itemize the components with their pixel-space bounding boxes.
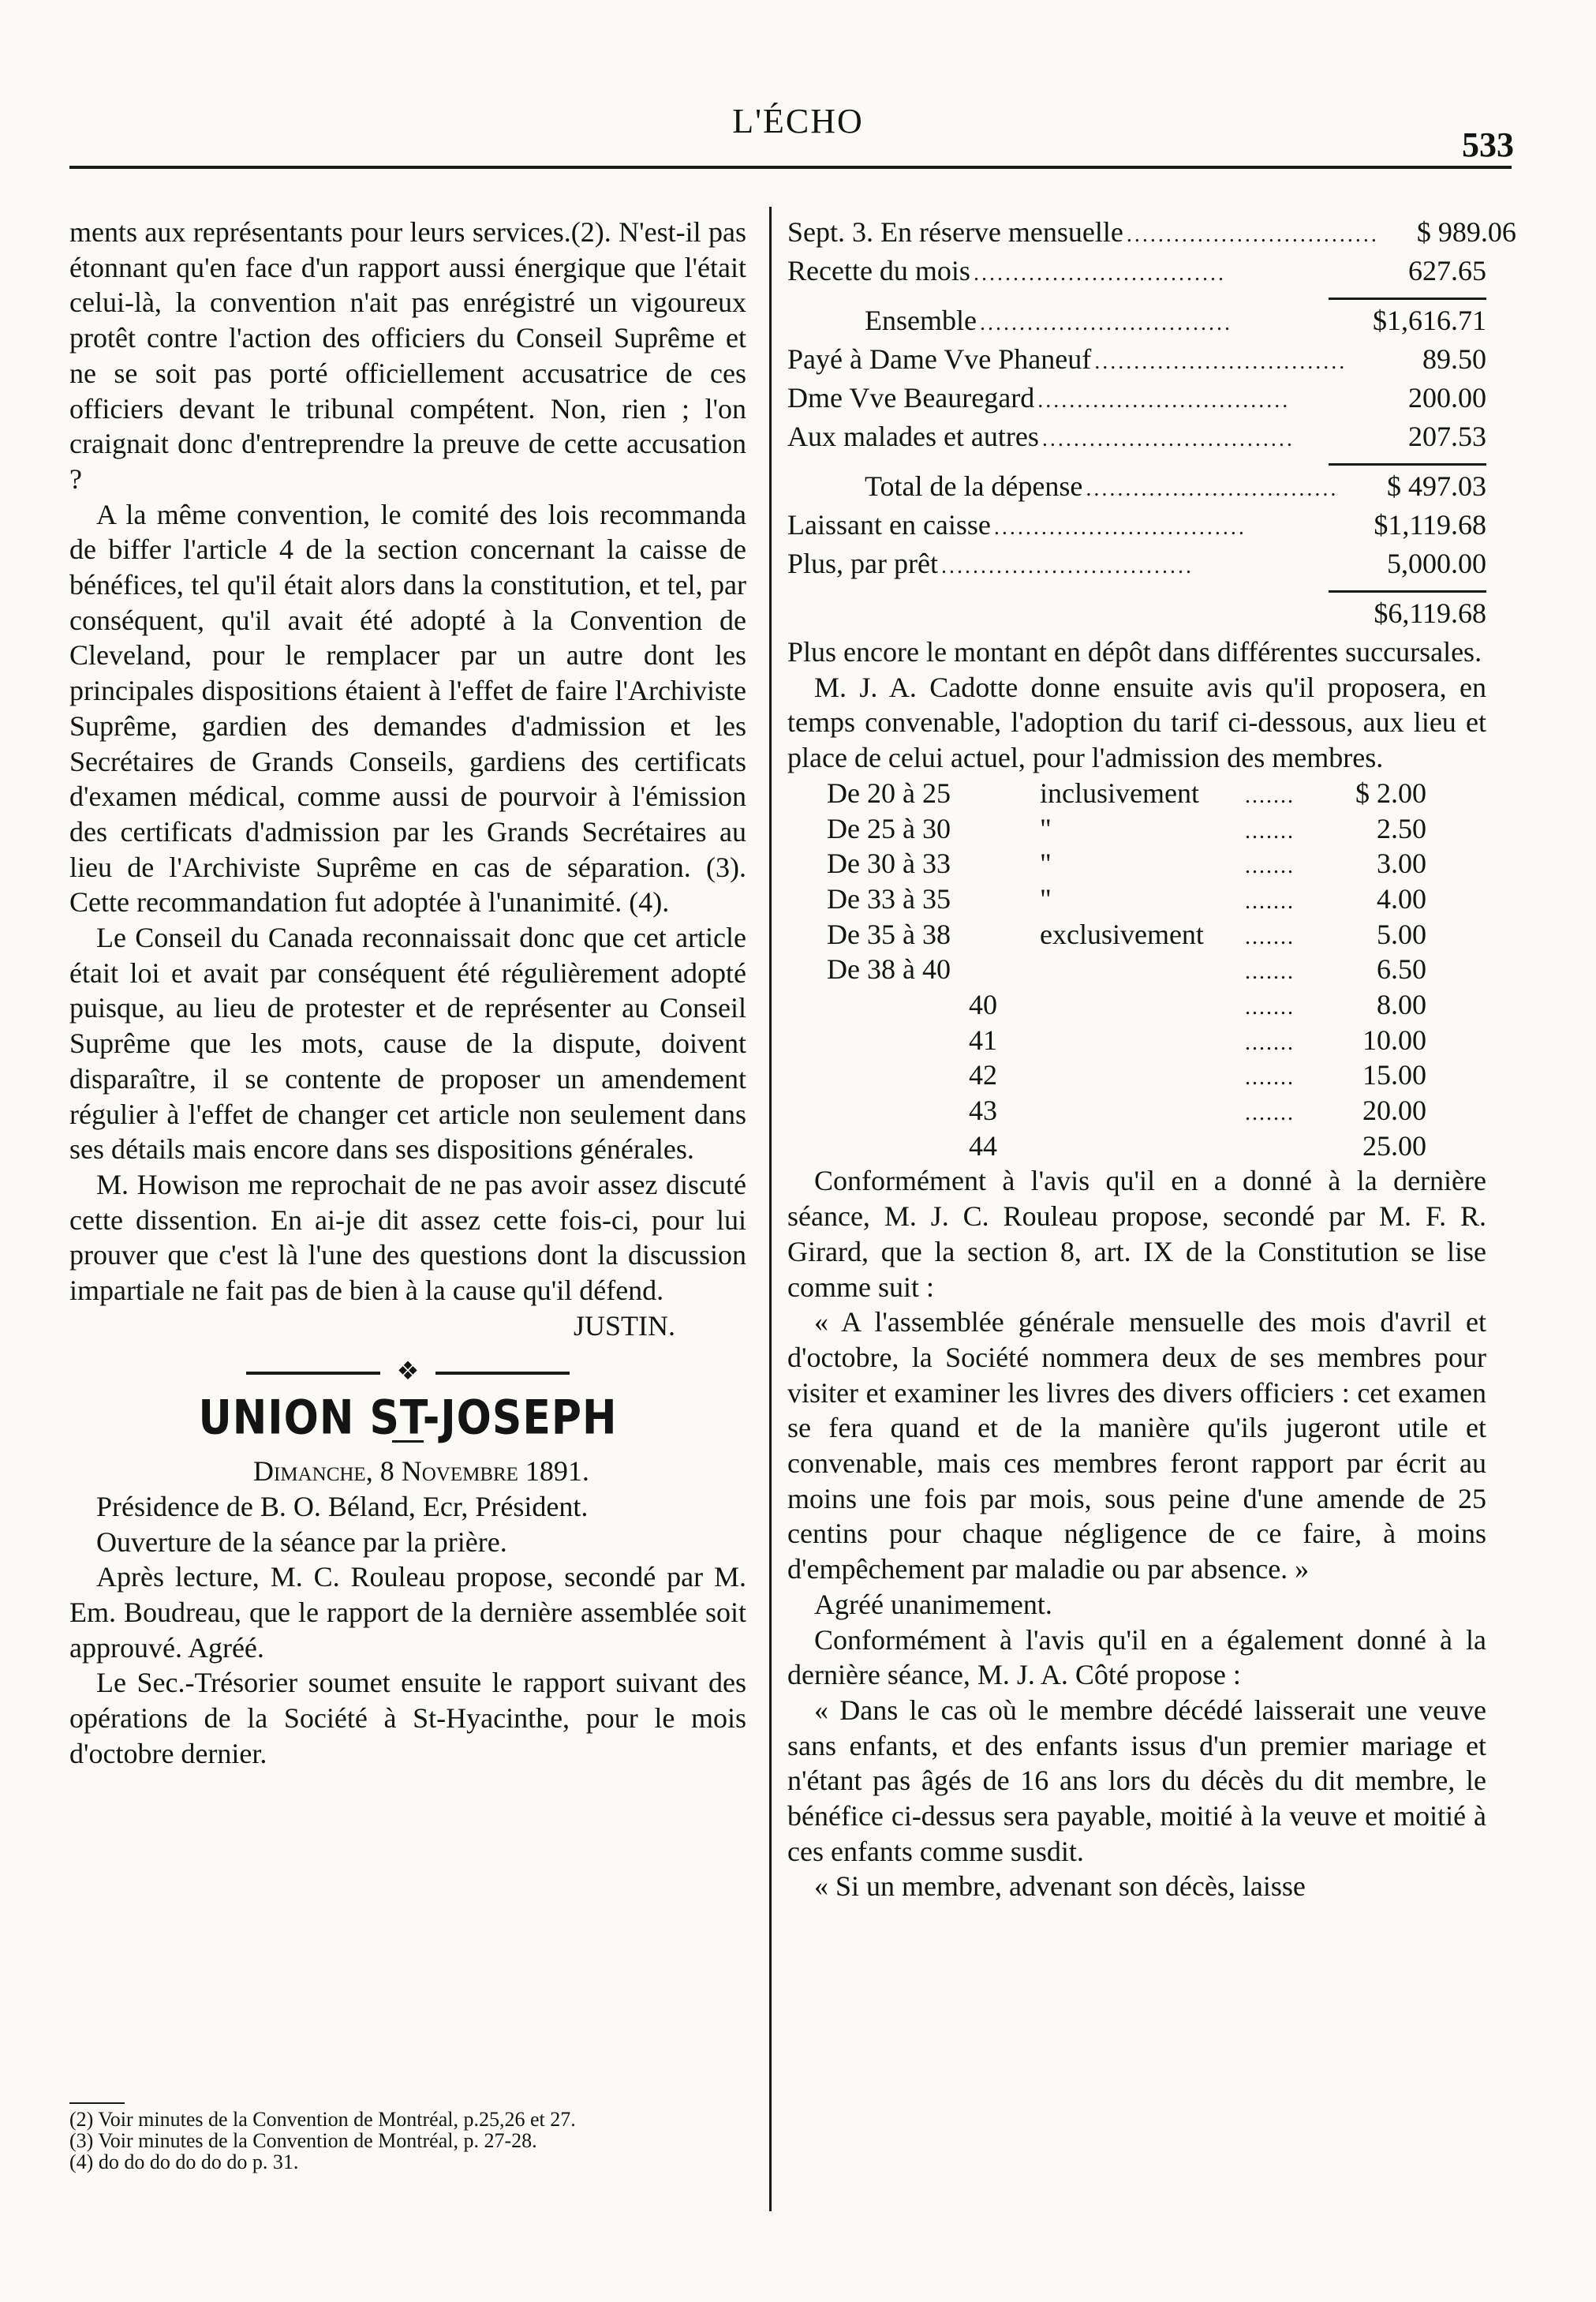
ledger-label: Laissant en caisse <box>787 508 991 541</box>
ledger-amount: $ 989.06 <box>1416 216 1516 248</box>
column-divider <box>769 207 772 2211</box>
tariff-price: 3.00 <box>1377 848 1426 880</box>
tariff-age-range: De 33 à 35 <box>827 882 951 915</box>
ledger-row-ensemble: Ensemble ................................ $1,616.71 <box>787 303 1486 342</box>
tariff-label: " <box>1040 848 1052 880</box>
tariff-row: 40 ....... 8.00 <box>827 987 1426 1023</box>
sum-rule <box>1329 463 1486 466</box>
ledger-label: Recette du mois <box>787 254 970 286</box>
tariff-age-range: 44 <box>969 1129 997 1162</box>
journal-title: L'ÉCHO <box>732 102 864 140</box>
ledger-label: Dme Vve Beauregard <box>787 381 1035 414</box>
ledger-label: Sept. 3. En réserve mensuelle <box>787 216 1123 248</box>
ledger-amount: 200.00 <box>1408 381 1486 414</box>
tariff-price: 6.50 <box>1377 953 1426 986</box>
tariff-label: exclusivement <box>1040 918 1204 950</box>
tariff-age-range: 40 <box>969 988 997 1020</box>
minutes-paragraph: Le Sec.-Trésorier soumet ensuite le rapport suivant des opérations de la Société à St-Hyacinthe, pour le mois d'octobre dernier. <box>69 1667 746 1769</box>
tariff-label: inclusivement <box>1040 777 1199 809</box>
article-paragraph: ments aux représentants pour leurs services.(2). N'est-il pas étonnant qu'en face d'un rapport aussi énergique que l'était celui-là, la convention n'ait pas enrégistré un vigoureux protêt contre l'action des officiers du Conseil Suprême et ne se soit pas porté officiellement accusatrice de ces officiers devant le tribunal compétent. Non, rien ; l'on craignait donc d'entreprendre la preuve de cette accusation ? <box>69 216 746 495</box>
author-signature: JUSTIN. <box>573 1309 675 1342</box>
report-paragraph: M. J. A. Cadotte donne ensuite avis qu'il proposera, en temps convenable, l'adoption du tarif ci-dessous, aux lieu et place de celui actuel, pour l'admission des membres. <box>787 671 1486 774</box>
tariff-age-range: De 38 à 40 <box>827 953 951 986</box>
ledger-amount: $6,119.68 <box>1374 597 1486 630</box>
tariff-row: De 38 à 40 ....... 6.50 <box>827 952 1426 987</box>
ledger-row-grand-total <box>787 596 1486 634</box>
ledger-label: Plus, par prêt <box>787 547 938 579</box>
ledger-amount: $1,119.68 <box>1374 508 1486 541</box>
footnotes <box>69 2102 746 2173</box>
tariff-row: 42 ....... 15.00 <box>827 1057 1426 1093</box>
ornament-icon: ❖ <box>380 1357 435 1385</box>
minutes-paragraph: Présidence de B. O. Béland, Ecr, Président. <box>96 1490 589 1522</box>
tariff-age-range: 41 <box>969 1024 997 1056</box>
report-paragraph: « A l'assemblée générale mensuelle des mois d'avril et d'octobre, la Société nommera deux de ses membres pour visiter et examiner les livres des divers officiers : cet examen se fera quand et de la manière qu'ils jugeront utile et convenable, mais ces membres feront rapport par écrit au moins une fois par mois, sous peine d'une amende de 25 centins pour chaque négligence de ce faire, à moins d'empêchement par maladie ou par absence. » <box>787 1306 1486 1585</box>
ledger-row: Aux malades et autres ................................ 207.53 <box>787 419 1486 458</box>
meeting-date: Dimanche, 8 Novembre 1891. <box>253 1455 589 1488</box>
ledger-row: Sept. 3. En réserve mensuelle ................................ $ 989.06 <box>787 215 1486 253</box>
tariff-price: 8.00 <box>1377 988 1426 1020</box>
report-paragraph: Conformément à l'avis qu'il en a également donné à la dernière séance, M. J. A. Côté propose : <box>787 1623 1486 1691</box>
ledger-row: Plus, par prêt ................................ 5,000.00 <box>787 546 1486 585</box>
ledger-amount: 89.50 <box>1422 343 1486 376</box>
footnote-rule <box>69 2102 125 2104</box>
ledger-row: Payé à Dame Vve Phaneuf ................................ 89.50 <box>787 342 1486 380</box>
tariff-age-range: De 25 à 30 <box>827 812 951 844</box>
left-column <box>69 215 746 1772</box>
section-ornament <box>246 1356 570 1385</box>
ledger-row: Laissant en caisse ................................ $1,119.68 <box>787 507 1486 546</box>
ledger-label: Total de la dépense <box>865 470 1083 503</box>
footnote: (4) do do do do do do p. 31. <box>69 2150 299 2173</box>
tariff-price: 10.00 <box>1362 1024 1426 1056</box>
ledger-label: Payé à Dame Vve Phaneuf <box>787 343 1092 376</box>
minutes-paragraph: Après lecture, M. C. Rouleau propose, secondé par M. Em. Boudreau, que le rapport de la dernière assemblée soit approuvé. Agréé. <box>69 1561 746 1664</box>
tariff-row: De 25 à 30 " ....... 2.50 <box>827 811 1426 847</box>
ledger-row-total: Total de la dépense ................................ $ 497.03 <box>787 469 1486 507</box>
tariff-age-range: 43 <box>969 1095 997 1127</box>
report-paragraph: Plus encore le montant en dépôt dans différentes succursales. <box>787 636 1482 668</box>
tariff-row: 43 ....... 20.00 <box>827 1093 1426 1129</box>
ledger-row: Dme Vve Beauregard ................................ 200.00 <box>787 380 1486 419</box>
tariff-price: 2.50 <box>1377 812 1426 844</box>
report-paragraph: Agréé unanimement. <box>814 1588 1052 1620</box>
ledger-row: Recette du mois ................................ 627.65 <box>787 253 1486 292</box>
article-paragraph: Le Conseil du Canada reconnaissait donc que cet article était loi et avait par conséquent été régulièrement adopté puisque, au lieu de protester et de représenter au Conseil Suprême que les mots, cause de la dispute, doivent disparaître, il se contente de proposer un amendement régulier à l'effet de changer cet article non seulement dans ses détails mais encore dans ses dispositions générales. <box>69 922 746 1166</box>
page-number: 533 <box>1462 125 1514 164</box>
tariff-age-range: De 30 à 33 <box>827 848 951 880</box>
ledger-label: Ensemble <box>865 305 977 337</box>
header-rule <box>69 166 1512 169</box>
tariff-price: 25.00 <box>1362 1129 1426 1162</box>
ledger-label: Aux malades et autres <box>787 420 1039 452</box>
ledger-amount: $ 497.03 <box>1387 470 1486 503</box>
tariff-row: De 20 à 25 inclusivement ....... $ 2.00 <box>827 776 1426 811</box>
ledger-amount: 5,000.00 <box>1387 547 1486 579</box>
tariff-row: De 30 à 33 " ....... 3.00 <box>827 846 1426 881</box>
tariff-age-range: 42 <box>969 1059 997 1091</box>
right-column <box>787 215 1516 1904</box>
section-title: UNION ST-JOSEPH <box>198 1390 618 1445</box>
tariff-age-range: De 35 à 38 <box>827 918 951 950</box>
report-paragraph: Conformément à l'avis qu'il en a donné à la dernière séance, M. J. C. Rouleau propose, secondé par M. F. R. Girard, que la section 8, art. IX de la Constitution se lise comme suit : <box>787 1165 1486 1303</box>
report-paragraph: « Dans le cas où le membre décédé laisserait une veuve sans enfants, et des enfants issus d'un premier mariage et n'étant pas âgés de 16 ans lors du décès du dit membre, le bénéfice ci-dessus sera payable, moitié à la veuve et moitié à ces enfants comme susdit. <box>787 1694 1486 1867</box>
footnote: (2) Voir minutes de la Convention de Montréal, p.25,26 et 27. <box>69 2108 576 2131</box>
article-paragraph: A la même convention, le comité des lois recommanda de biffer l'article 4 de la section concernant la caisse de bénéfices, tel qu'il était alors dans la constitution, et tel, par conséquent, qu'il avait été adopté à la Convention de Cleveland, pour le remplacer par un autre dont les principales dispositions étaient à l'effet de faire l'Archiviste Suprême, gardien des demandes d'admission et les Secrétaires de Grands Conseils, gardiens des certificats d'examen médical, comme aussi de pourvoir à l'émission des certificats d'admission par les Grands Secrétaires au lieu de l'Archiviste Suprême en cas de séparation. (3). Cette recommandation fut adoptée à l'unanimité. (4). <box>69 498 746 919</box>
tariff-price: 20.00 <box>1362 1095 1426 1127</box>
footnote: (3) Voir minutes de la Convention de Montréal, p. 27-28. <box>69 2129 537 2152</box>
admission-tariff-table <box>827 776 1426 1164</box>
tariff-price: 15.00 <box>1362 1059 1426 1091</box>
ledger-amount: 627.65 <box>1408 254 1486 286</box>
tariff-row <box>827 1129 1426 1164</box>
ledger-amount: $1,616.71 <box>1373 305 1486 337</box>
ledger-amount: 207.53 <box>1408 420 1486 452</box>
tariff-row: De 35 à 38 exclusivement ....... 5.00 <box>827 917 1426 953</box>
report-paragraph: « Si un membre, advenant son décès, laisse <box>814 1870 1306 1903</box>
tariff-price: $ 2.00 <box>1355 777 1426 809</box>
tariff-label: " <box>1040 812 1052 844</box>
tariff-row: 41 ....... 10.00 <box>827 1023 1426 1058</box>
tariff-price: 5.00 <box>1377 918 1426 950</box>
tariff-row: De 33 à 35 " ....... 4.00 <box>827 881 1426 917</box>
tariff-age-range: De 20 à 25 <box>827 777 951 809</box>
article-paragraph: M. Howison me reprochait de ne pas avoir assez discuté cette dissention. En ai-je dit assez cette fois-ci, pour lui prouver que c'est là l'une des questions dont la discussion impartiale ne fait pas de bien à la cause qu'il défend. <box>69 1168 746 1307</box>
tariff-label: " <box>1040 882 1052 915</box>
tariff-price: 4.00 <box>1377 882 1426 915</box>
minutes-paragraph: Ouverture de la séance par la prière. <box>96 1525 507 1558</box>
sum-rule <box>1329 590 1486 593</box>
sum-rule <box>1329 298 1486 300</box>
